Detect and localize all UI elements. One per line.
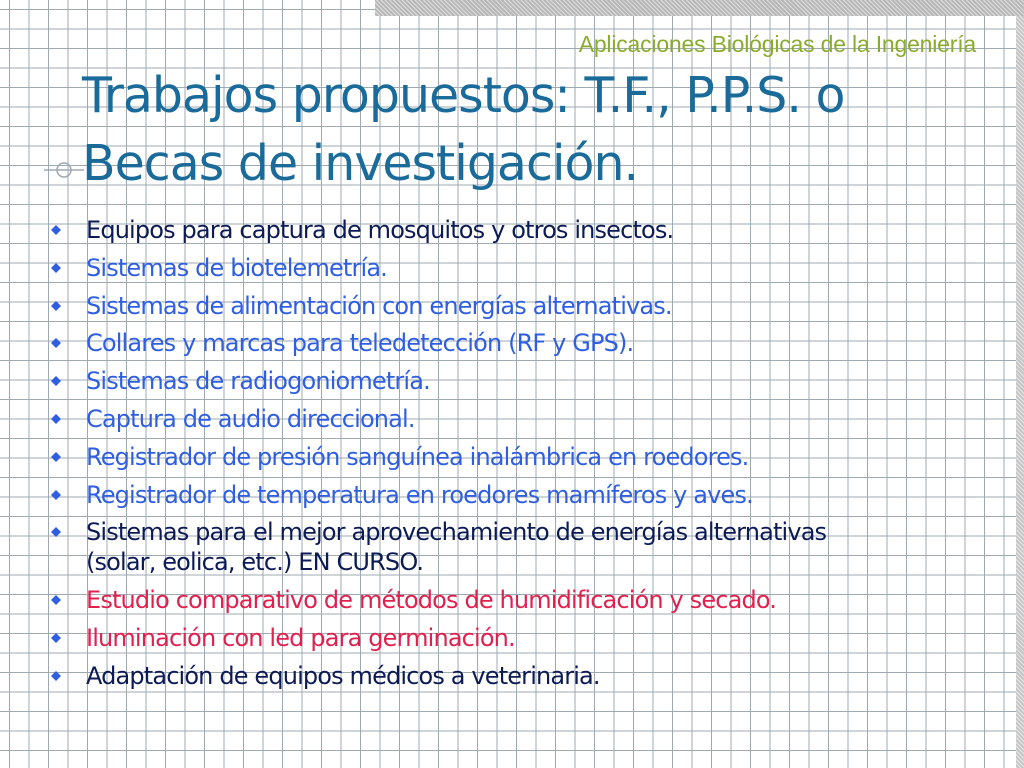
bullet-text: Captura de audio direccional. (86, 404, 415, 433)
bullet-text: Sistemas para el mejor aprovechamiento de energías alternativas (solar, eolica, etc.) EN CURSO. (86, 518, 827, 577)
bullet-text: Sistemas de biotelemetría. (86, 253, 387, 282)
bullet-item (50, 442, 980, 472)
diamond-bullet-icon (51, 527, 61, 537)
diamond-bullet-icon (51, 338, 61, 348)
crosshair-ornament-icon (44, 155, 84, 185)
bullet-item (50, 291, 980, 321)
top-hatch-band (375, 0, 1024, 16)
slide-subtitle: Aplicaciones Biológicas de la Ingeniería (578, 31, 976, 57)
bullet-item (50, 253, 980, 283)
bullet-list (50, 215, 980, 699)
diamond-bullet-icon (51, 376, 61, 386)
bullet-text: Sistemas de radiogoniometría. (86, 367, 430, 396)
diamond-bullet-icon (51, 490, 61, 500)
diamond-bullet-icon (51, 671, 61, 681)
diamond-bullet-icon (51, 633, 61, 643)
bullet-item (50, 404, 980, 434)
bullet-text: Iluminación con led para germinación. (86, 623, 515, 652)
bullet-item (50, 517, 980, 577)
diamond-bullet-icon (51, 301, 61, 311)
bullet-text: Equipos para captura de mosquitos y otros insectos. (86, 216, 674, 244)
bullet-item (50, 366, 980, 396)
bullet-item (50, 480, 980, 510)
bullet-item (50, 623, 980, 653)
diamond-bullet-icon (51, 414, 61, 424)
bullet-text: Sistemas de alimentación con energías alternativas. (86, 291, 672, 320)
bullet-text: Collares y marcas para teledetección (RF y GPS). (86, 329, 634, 358)
bullet-item (50, 215, 980, 245)
diamond-bullet-icon (51, 595, 61, 605)
right-hatch-bar (1016, 16, 1024, 768)
bullet-item (50, 661, 980, 691)
diamond-bullet-icon (51, 452, 61, 462)
bullet-text: Estudio comparativo de métodos de humidificación y secado. (86, 586, 777, 615)
bullet-text: Adaptación de equipos médicos a veterinaria. (86, 661, 600, 690)
diamond-bullet-icon (51, 225, 61, 235)
slide-title: Trabajos propuestos: T.F., P.P.S. o Becas de investigación. (82, 67, 845, 192)
bullet-item (50, 585, 980, 615)
diamond-bullet-icon (51, 263, 61, 273)
bullet-text: Registrador de presión sanguínea inalámbrica en roedores. (86, 442, 749, 471)
bullet-text: Registrador de temperatura en roedores mamíferos y aves. (86, 480, 753, 509)
bullet-item (50, 328, 980, 358)
